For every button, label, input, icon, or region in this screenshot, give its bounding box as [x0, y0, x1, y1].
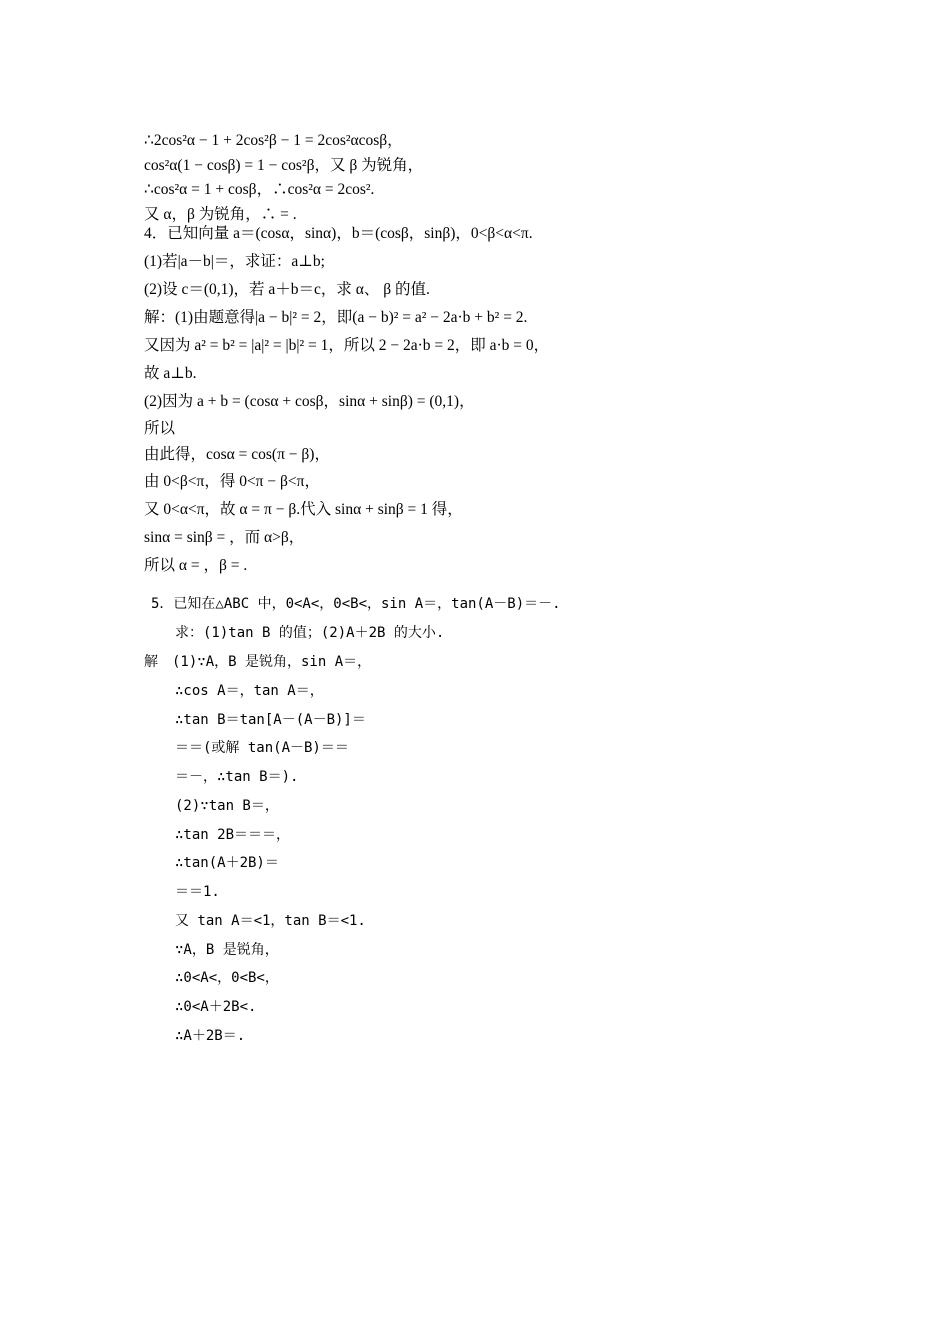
- solution-heading: 解 (1)∵A，B 是锐角，sin A＝，: [144, 654, 372, 670]
- text-line: 求：(1)tan B 的值；(2)A＋2B 的大小.: [175, 625, 445, 641]
- text-line: ∴A＋2B＝.: [175, 1028, 246, 1044]
- text-line: ＝－，∴tan B＝).: [175, 769, 299, 785]
- text-line: (2)因为 a + b = (cosα + cosβ，sinα + sinβ) = (0,1)，: [144, 393, 475, 410]
- text-line: cos²α(1 − cosβ) = 1 − cos²β，又 β 为锐角，: [144, 157, 424, 174]
- text-line: (1)若|a－b|＝，求证：a⊥b;: [144, 253, 325, 270]
- text-line: ∴cos²α = 1 + cosβ，∴cos²α = 2cos².: [144, 181, 375, 198]
- text-line: 又因为 a² = b² = |a|² = |b|² = 1，所以 2 − 2a·b = 2，即 a·b = 0，: [144, 337, 550, 354]
- text-line: 故 a⊥b.: [144, 365, 197, 382]
- text-line: ∴tan 2B＝＝＝，: [175, 827, 291, 843]
- text-line: ∴0<A<，0<B<，: [175, 970, 279, 986]
- text-line: 又 α，β 为锐角，∴ = .: [144, 206, 297, 223]
- text-line: ∴2cos²α − 1 + 2cos²β − 1 = 2cos²αcosβ，: [144, 132, 403, 149]
- text-line: ∵A，B 是锐角，: [175, 942, 279, 958]
- text-line: 所以: [144, 420, 176, 437]
- text-line: 由此得，cosα = cos(π − β)，: [144, 446, 330, 463]
- text-line: (2)设 c＝(0,1)，若 a＋b＝c，求 α、 β 的值.: [144, 281, 430, 298]
- problem-4-statement: 4．已知向量 a＝(cosα，sinα)，b＝(cosβ，sinβ)，0<β<α<π.: [144, 225, 533, 242]
- text-line: 由 0<β<π，得 0<π − β<π，: [144, 473, 320, 490]
- text-line: ∴tan(A＋2B)＝: [175, 855, 279, 871]
- text-line: ∴cos A＝，tan A＝，: [175, 683, 324, 699]
- text-line: ＝＝(或解 tan(A－B)＝＝: [175, 740, 349, 756]
- text-line: (2)∵tan B＝，: [175, 798, 279, 814]
- text-line: sinα = sinβ = ，而 α>β，: [144, 529, 305, 546]
- text-line: ＝＝1.: [175, 884, 220, 900]
- problem-5-statement: 5．已知在△ABC 中，0<A<，0<B<，sin A＝，tan(A－B)＝－.: [151, 596, 561, 612]
- text-line: 所以 α = ，β = .: [144, 557, 248, 574]
- text-line: 又 0<α<π，故 α = π − β.代入 sinα + sinβ = 1 得，: [144, 501, 463, 518]
- text-line: ∴0<A＋2B<.: [175, 999, 257, 1015]
- text-line: 又 tan A＝<1，tan B＝<1.: [175, 913, 366, 929]
- solution-heading: 解：(1)由题意得|a − b|² = 2，即(a − b)² = a² − 2a·b + b² = 2.: [144, 309, 528, 326]
- text-line: ∴tan B＝tan[A－(A－B)]＝: [175, 712, 366, 728]
